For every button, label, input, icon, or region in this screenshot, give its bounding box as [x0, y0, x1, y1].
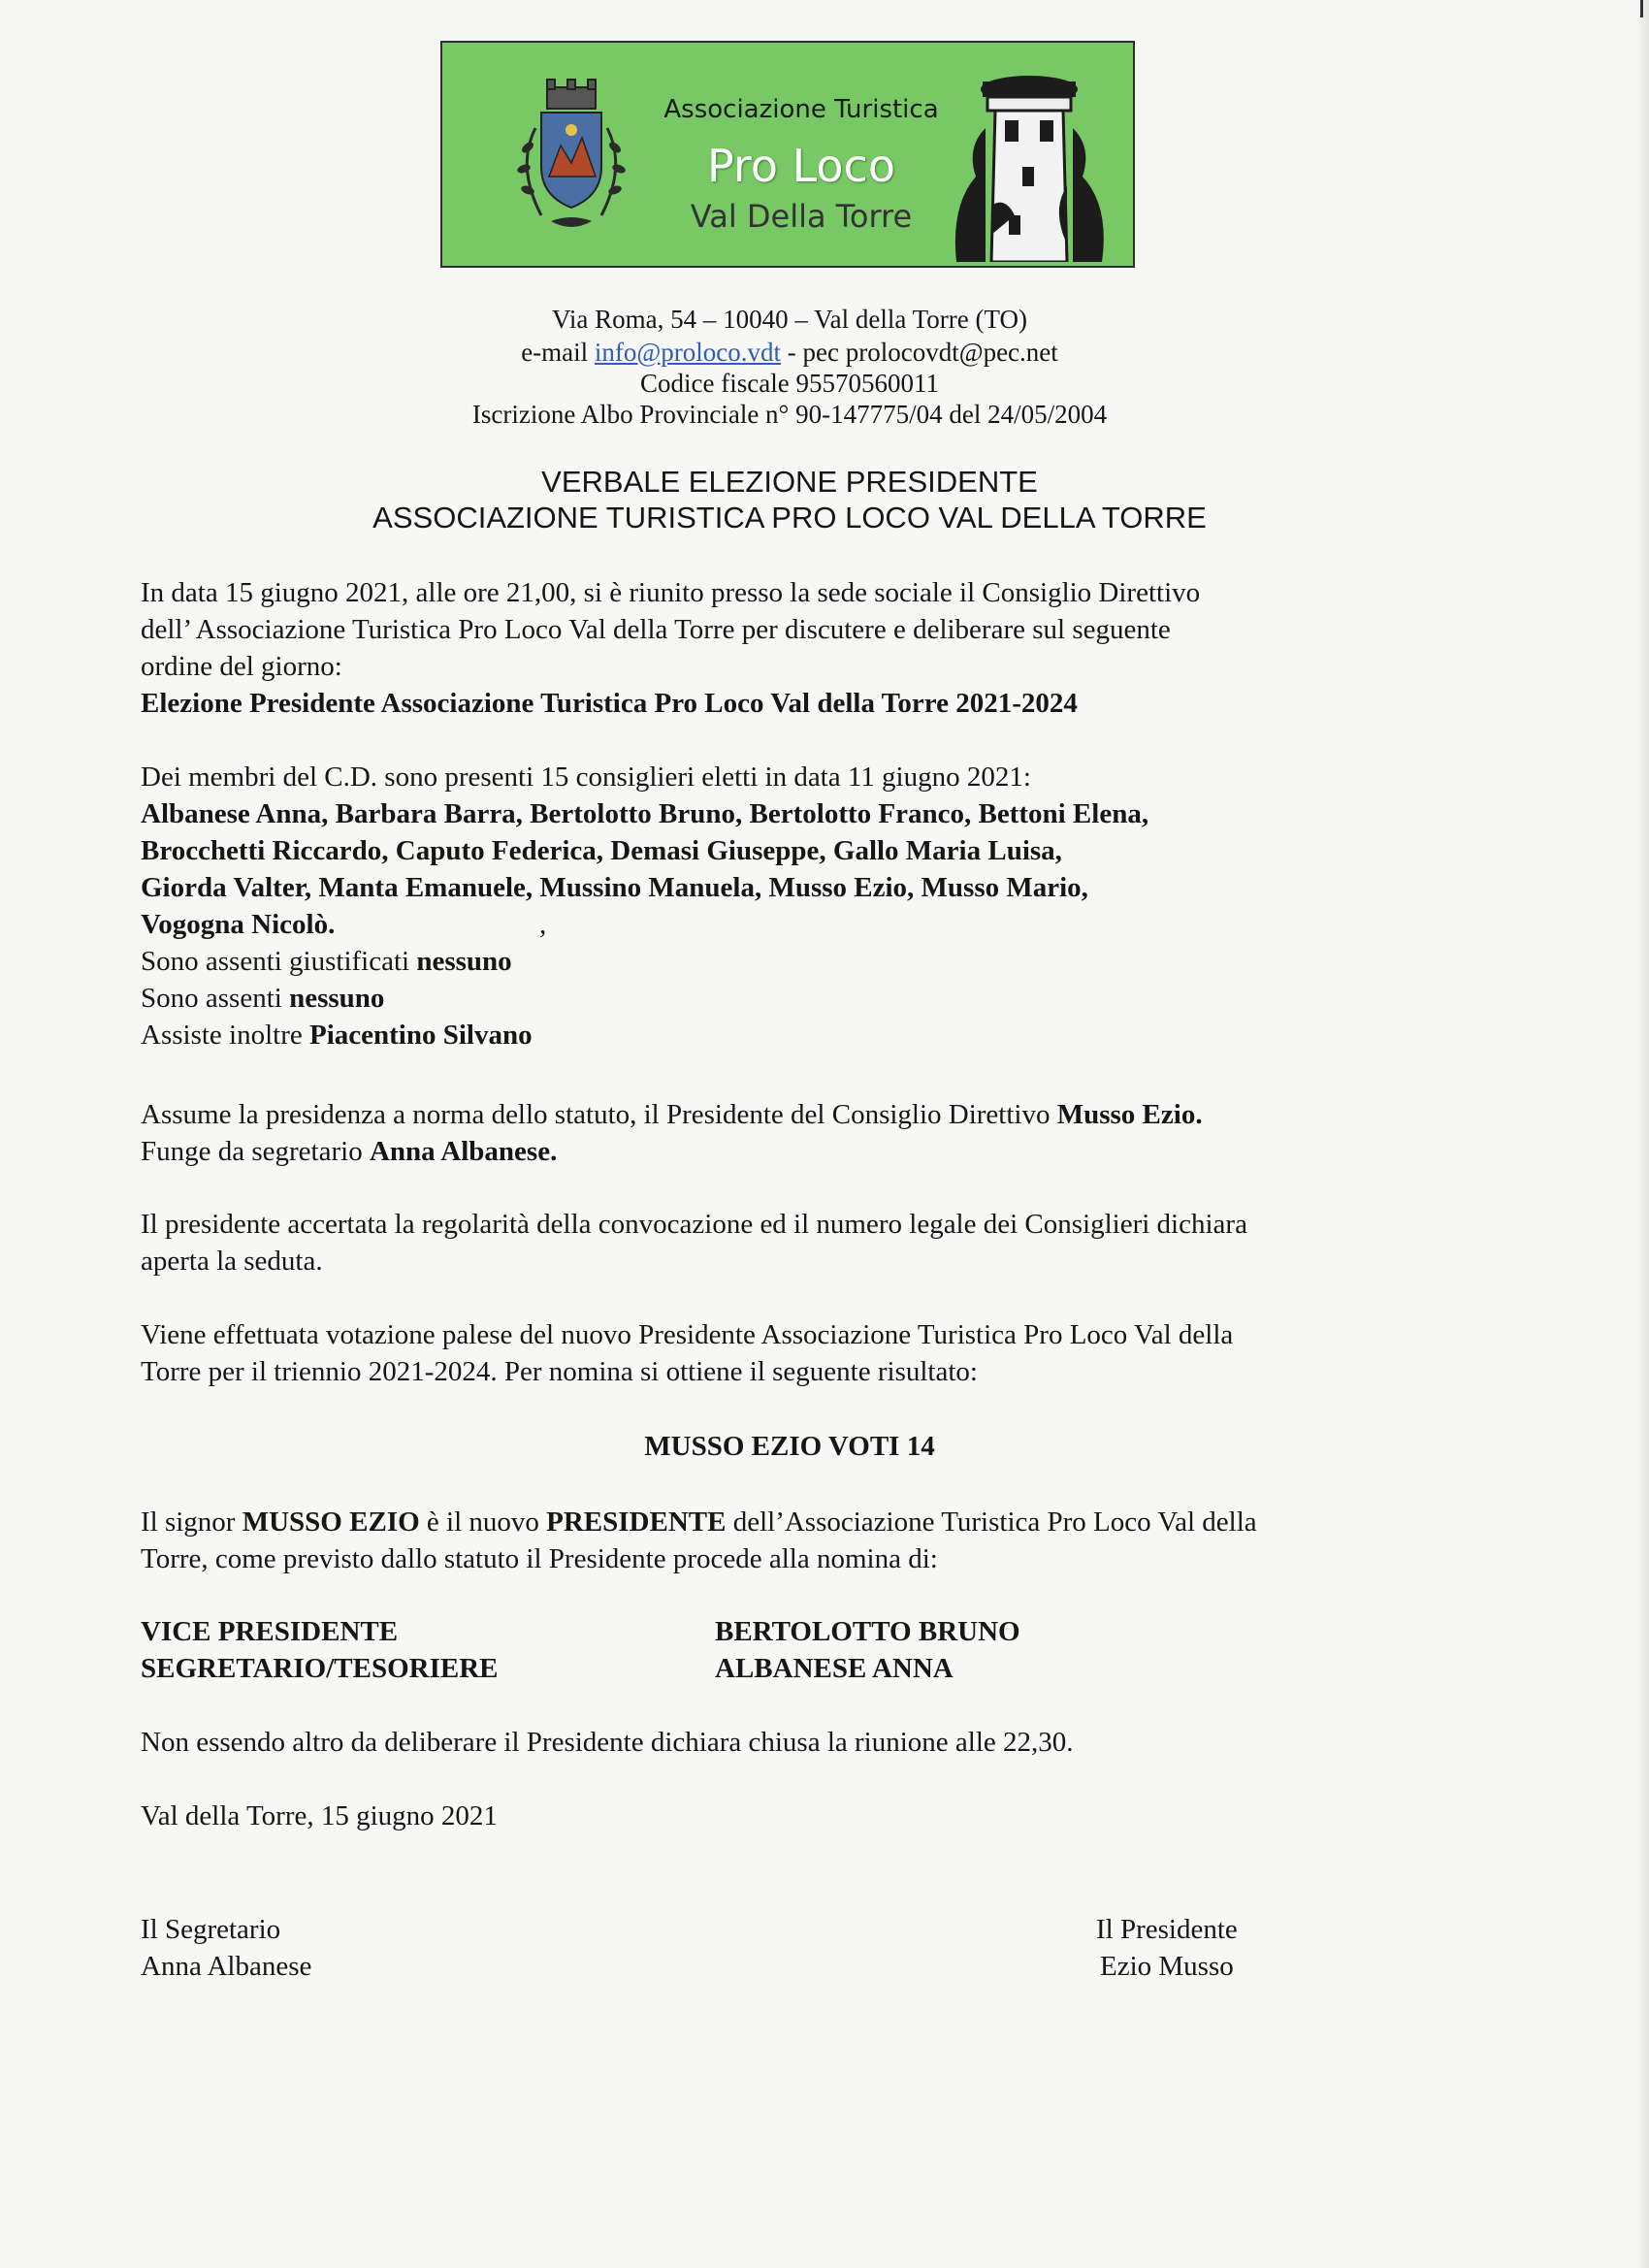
- absent-justified: [141, 943, 512, 980]
- presidency-line-2: [141, 1133, 557, 1170]
- absent-justified-label: Sono assenti giustificati: [141, 946, 417, 977]
- new-president-line-1: [141, 1504, 1257, 1540]
- secretary-signature-name: Anna Albanese: [141, 1951, 312, 1982]
- vote-line-2: Torre per il triennio 2021-2024. Per nomina si ottiene il seguente risultato:: [141, 1356, 978, 1387]
- assists-value: Piacentino Silvano: [309, 1020, 533, 1051]
- presidency-name: Musso Ezio.: [1056, 1099, 1203, 1130]
- appointment-name-secretary: ALBANESE ANNA: [715, 1653, 954, 1684]
- new-president-text-2: è il nuovo: [419, 1507, 547, 1538]
- pec-text: - pec prolocovdt@pec.net: [787, 338, 1058, 367]
- page-edge-shadow: [1635, 0, 1649, 2268]
- absent: [141, 980, 384, 1017]
- new-president-line-2: Torre, come previsto dallo statuto il Presidente procede alla nomina di:: [141, 1543, 938, 1574]
- closing-statement: Non essendo altro da deliberare il Presidente dichiara chiusa la riunione alle 22,30.: [141, 1727, 1074, 1758]
- date-place: Val della Torre, 15 giugno 2021: [141, 1800, 498, 1831]
- letterhead-association: Associazione Turistica: [663, 95, 939, 124]
- scan-edge-mark: [1640, 0, 1643, 17]
- appointment-role-secretary: SEGRETARIO/TESORIERE: [141, 1653, 499, 1684]
- members-line-3: Giorda Valter, Manta Emanuele, Mussino Manuela, Musso Ezio, Musso Mario,: [141, 872, 1088, 903]
- absent-value: nessuno: [289, 983, 385, 1014]
- intro-line-2: dell’ Associazione Turistica Pro Loco Val della Torre per discutere e deliberare sul seguente: [141, 614, 1171, 645]
- appointment-name-vice: BERTOLOTTO BRUNO: [715, 1616, 1020, 1647]
- opening-line-2: aperta la seduta.: [141, 1246, 323, 1277]
- members-line-2: Brocchetti Riccardo, Caputo Federica, Demasi Giuseppe, Gallo Maria Luisa,: [141, 835, 1062, 866]
- absent-label: Sono assenti: [141, 983, 290, 1014]
- intro-line-1: In data 15 giugno 2021, alle ore 21,00, si è riunito presso la sede sociale il Consiglio Direttivo: [141, 577, 1201, 608]
- vote-result: MUSSO EZIO VOTI 14: [644, 1431, 935, 1462]
- presidency-line-1: [141, 1096, 1203, 1133]
- agenda-item: Elezione Presidente Associazione Turistica Pro Loco Val della Torre 2021-2024: [141, 688, 1078, 719]
- letterhead-place: Val Della Torre: [690, 198, 913, 235]
- secretary-name: Anna Albanese.: [369, 1136, 558, 1167]
- letterhead-banner: [440, 41, 1135, 268]
- president-title: Il Presidente: [1096, 1914, 1238, 1945]
- president-signature-name: Ezio Musso: [1100, 1951, 1234, 1982]
- opening-line-1: Il presidente accertata la regolarità della convocazione ed il numero legale dei Consiglieri dichiara: [141, 1209, 1247, 1240]
- email-link[interactable]: info@proloco.vdt: [594, 338, 782, 367]
- stray-comma: ,: [539, 909, 547, 940]
- email-label: e-mail: [521, 338, 589, 367]
- secretary-title: Il Segretario: [141, 1914, 281, 1945]
- document-subtitle: ASSOCIAZIONE TURISTICA PRO LOCO VAL DELLA TORRE: [372, 501, 1207, 535]
- assists: [141, 1017, 533, 1053]
- presidency-text: Assume la presidenza a norma dello statuto, il Presidente del Consiglio Direttivo: [141, 1099, 1057, 1130]
- new-president-role: PRESIDENTE: [546, 1507, 727, 1538]
- members-line-4: Vogogna Nicolò.: [141, 909, 336, 940]
- new-president-text-3: dell’Associazione Turistica Pro Loco Val della: [726, 1507, 1257, 1538]
- new-president-name: MUSSO EZIO: [242, 1507, 420, 1538]
- coat-of-arms-icon: [502, 70, 640, 244]
- appointment-role-vice: VICE PRESIDENTE: [141, 1616, 399, 1647]
- document-title: VERBALE ELEZIONE PRESIDENTE: [541, 465, 1038, 499]
- address-street: Via Roma, 54 – 10040 – Val della Torre (TO): [552, 305, 1027, 334]
- intro-line-3: ordine del giorno:: [141, 651, 342, 682]
- absent-justified-value: nessuno: [416, 946, 512, 977]
- assists-label: Assiste inoltre: [141, 1020, 309, 1051]
- members-intro: Dei membri del C.D. sono presenti 15 consiglieri eletti in data 11 giugno 2021:: [141, 761, 1031, 793]
- vote-line-1: Viene effettuata votazione palese del nuovo Presidente Associazione Turistica Pro Loco Val della: [141, 1319, 1234, 1350]
- letterhead-pro-loco: Pro Loco: [707, 140, 895, 192]
- registry-number: Iscrizione Albo Provinciale n° 90-147775/04 del 24/05/2004: [471, 400, 1108, 429]
- members-line-1: Albanese Anna, Barbara Barra, Bertolotto Bruno, Bertolotto Franco, Bettoni Elena,: [141, 798, 1149, 829]
- new-president-text-1: Il signor: [141, 1507, 242, 1538]
- secretary-text: Funge da segretario: [141, 1136, 370, 1167]
- tower-icon: [947, 60, 1112, 262]
- fiscal-code: Codice fiscale 95570560011: [640, 369, 939, 398]
